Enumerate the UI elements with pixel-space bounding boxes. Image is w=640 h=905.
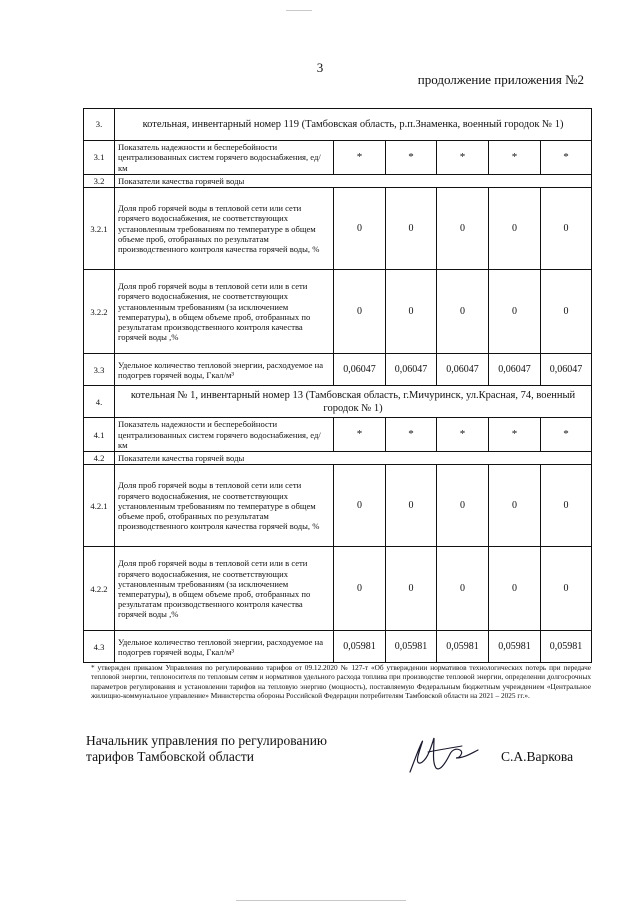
handwritten-signature [398, 728, 486, 780]
value-cell: * [334, 141, 386, 175]
value-cell: * [386, 141, 437, 175]
indicator-label: Доля проб горячей воды в тепловой сети или в сети горячего водоснабжения, не соответствующих установленным требованиям (за исключением температуры), в общем объеме проб, отобранных по результатам производственного контроля качества горячей воды ,% [115, 547, 334, 631]
value-cell: 0 [489, 270, 541, 354]
row-number: 4.1 [84, 418, 115, 452]
value-cell: 0 [541, 547, 592, 631]
row-number: 4.3 [84, 631, 115, 663]
value-cell: 0 [386, 465, 437, 547]
row-number: 3.2 [84, 175, 115, 188]
indicator-label: Показатель надежности и бесперебойности централизованных систем горячего водоснабжения, ед/км [115, 141, 334, 175]
signer-name: С.А.Варкова [501, 749, 574, 764]
value-cell: * [489, 141, 541, 175]
section-title: котельная, инвентарный номер 119 (Тамбовская область, р.п.Знаменка, военный городок № 1) [115, 109, 592, 141]
value-cell: 0 [386, 547, 437, 631]
value-cell: 0 [489, 547, 541, 631]
value-cell: 0 [334, 465, 386, 547]
value-cell: 0 [334, 547, 386, 631]
table-row [84, 354, 592, 386]
value-cell: * [386, 418, 437, 452]
value-cell: 0 [489, 188, 541, 270]
value-cell: 0,05981 [437, 631, 489, 663]
value-cell: 0 [334, 270, 386, 354]
value-cell: 0 [541, 465, 592, 547]
section-row [84, 386, 592, 418]
row-number: 3. [84, 109, 115, 141]
value-cell: 0 [386, 188, 437, 270]
value-cell: 0,06047 [489, 354, 541, 386]
footnote: * утвержден приказом Управления по регулированию тарифов от 09.12.2020 № 127-т «Об утверждении нормативов технологических потерь при передаче тепловой энергии, теплоносителя по тепловым сетям и нормативов удельного расхода топлива при производстве тепловой энергии, определении долгосрочных параметров регулирования и установлении тарифов на тепловую энергию (мощность), поставляемую Федеральным бюджетным учреждением «Центральное жилищно-коммунальное управление» Министерства обороны Российской Федерации потребителям Тамбовской области на 2021 – 2025 гг.». [91, 663, 591, 700]
value-cell: 0,06047 [334, 354, 386, 386]
value-cell: * [437, 418, 489, 452]
subsection-row [84, 175, 592, 188]
row-number: 3.1 [84, 141, 115, 175]
row-number: 4.2.2 [84, 547, 115, 631]
value-cell: 0,05981 [541, 631, 592, 663]
indicator-label: Доля проб горячей воды в тепловой сети или сети горячего водоснабжения, не соответствующих установленным требованиям по температуре в общем объеме проб, отобранных по результатам производственного контроля качества горячей воды, % [115, 188, 334, 270]
value-cell: 0 [541, 270, 592, 354]
signer-title [86, 733, 327, 765]
value-cell: 0,06047 [437, 354, 489, 386]
value-cell: 0 [386, 270, 437, 354]
table-row [84, 270, 592, 354]
value-cell: * [437, 141, 489, 175]
signer-title-line-1: Начальник управления по регулированию [86, 733, 328, 748]
row-number: 3.3 [84, 354, 115, 386]
value-cell: * [489, 418, 541, 452]
value-cell: * [334, 418, 386, 452]
indicator-label: Показатель надежности и бесперебойности централизованных систем горячего водоснабжения, ед/км [115, 418, 334, 452]
value-cell: 0 [437, 270, 489, 354]
scan-mark-top [286, 10, 312, 11]
row-number: 3.2.2 [84, 270, 115, 354]
subsection-title: Показатели качества горячей воды [115, 175, 592, 188]
indicators-table [83, 108, 592, 663]
table-row [84, 141, 592, 175]
table-row [84, 465, 592, 547]
signer-title-line-2: тарифов Тамбовской области [86, 749, 254, 765]
table-row [84, 631, 592, 663]
value-cell: * [541, 418, 592, 452]
section-title: котельная № 1, инвентарный номер 13 (Тамбовская область, г.Мичуринск, ул.Красная, 74, военный городок № 1) [115, 386, 592, 418]
table-row [84, 418, 592, 452]
indicator-label: Доля проб горячей воды в тепловой сети или сети горячего водоснабжения, не соответствующих установленным требованиям по температуре в общем объеме проб, отобранных по результатам производственного контроля качества горячей воды, % [115, 465, 334, 547]
subsection-title: Показатели качества горячей воды [115, 452, 592, 465]
value-cell: 0 [541, 188, 592, 270]
row-number: 4. [84, 386, 115, 418]
indicator-label: Удельное количество тепловой энергии, расходуемое на подогрев горячей воды, Гкал/м³ [115, 631, 334, 663]
page-number: 3 [316, 60, 324, 75]
subsection-row [84, 452, 592, 465]
row-number: 4.2 [84, 452, 115, 465]
table-row [84, 188, 592, 270]
value-cell: 0,05981 [334, 631, 386, 663]
row-number: 4.2.1 [84, 465, 115, 547]
indicator-label: Удельное количество тепловой энергии, расходуемое на подогрев горячей воды, Гкал/м³ [115, 354, 334, 386]
value-cell: 0,05981 [386, 631, 437, 663]
value-cell: 0,06047 [386, 354, 437, 386]
scan-mark-bottom [236, 900, 406, 901]
row-number: 3.2.1 [84, 188, 115, 270]
value-cell: 0 [334, 188, 386, 270]
value-cell: 0 [489, 465, 541, 547]
value-cell: 0 [437, 465, 489, 547]
value-cell: * [541, 141, 592, 175]
value-cell: 0 [437, 188, 489, 270]
value-cell: 0 [437, 547, 489, 631]
value-cell: 0,06047 [541, 354, 592, 386]
section-row [84, 109, 592, 141]
table-row [84, 547, 592, 631]
continuation-label: продолжение приложения №2 [417, 72, 584, 87]
value-cell: 0,05981 [489, 631, 541, 663]
indicator-label: Доля проб горячей воды в тепловой сети или в сети горячего водоснабжения, не соответствующих установленным требованиям (за исключением температуры), в общем объеме проб, отобранных по результатам производственного контроля качества горячей воды ,% [115, 270, 334, 354]
